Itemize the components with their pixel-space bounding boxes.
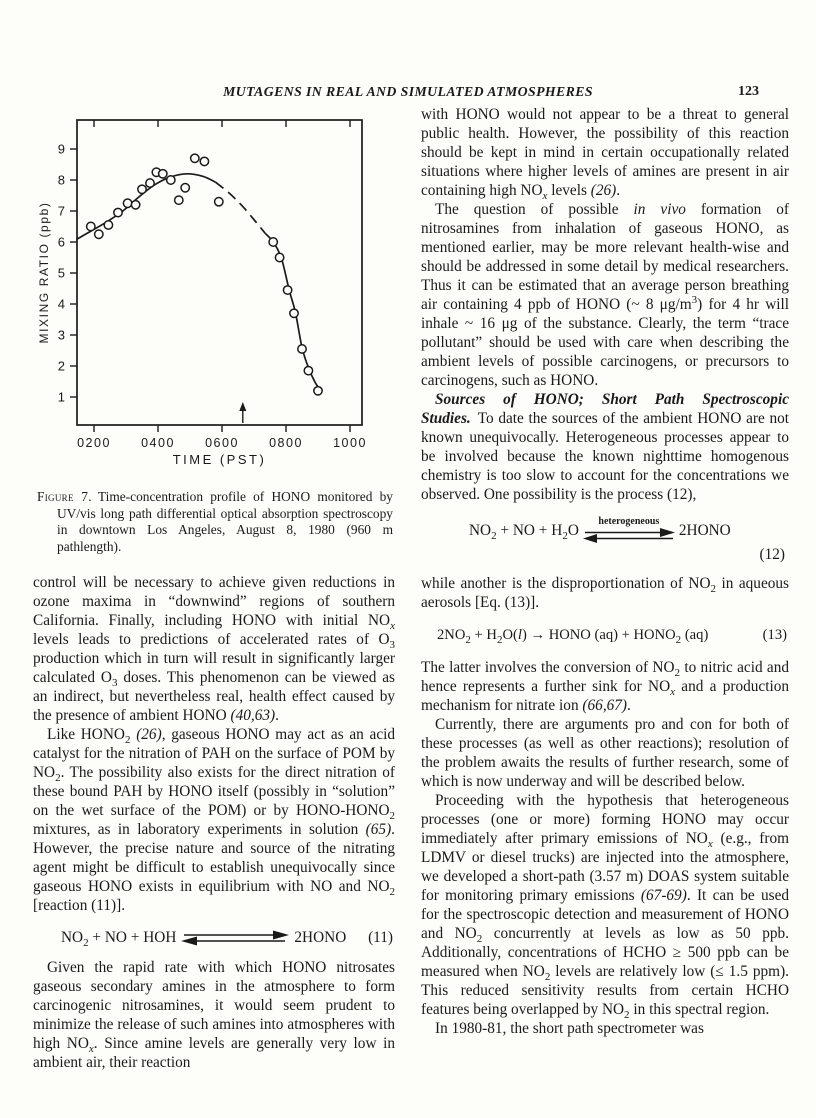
equation-12 (421, 517, 789, 543)
equation-11-lhs: $NO_2$ + NO + HOH (61, 929, 177, 950)
y-tick-label: 7 (57, 203, 65, 219)
running-head: MUTAGENS IN REAL AND SIMULATED ATMOSPHERES (223, 84, 593, 99)
data-point (215, 198, 223, 206)
equation-11-number: (11) (368, 929, 393, 947)
x-tick-label: 0400 (141, 436, 175, 450)
data-point (298, 345, 306, 353)
paragraph-doas-system: Proceeding with the hypothesis that heterogeneous processes (one or more) forming HONO may occur immediately after primary emissions of $NO_x$ (e.g., from LDMV or diesel trucks) are injected into the atmosphere, we developed a short-path (3.57 m) DOAS system suitable for monitoring primary emissions (67-69). It can be used for the spectroscopic detection and measurement of HONO and $NO_2$ concurrently at levels as low as 50 ppb. Additionally, concentrations of HCHO ≥ 500 ppb can be measured when $NO_2$ levels are relatively low (≤ 1.5 ppm). This reduced sensitivity results from certain HCHO features being overlapped by $NO_2$ in this spectral region. (421, 792, 790, 1022)
data-point (314, 387, 322, 395)
data-point (131, 201, 139, 209)
data-point (114, 208, 122, 216)
x-tick-label: 0200 (77, 436, 111, 450)
y-tick-label: 9 (57, 141, 65, 157)
equation-12-arrow-label: heterogeneous (598, 516, 660, 527)
data-point (269, 238, 277, 246)
plot-frame (77, 120, 362, 425)
equation-11 (33, 928, 395, 950)
data-point (95, 230, 103, 238)
data-point (191, 154, 199, 162)
equation-12-arrow (583, 517, 675, 543)
x-axis-label: TIME (PST) (172, 452, 267, 467)
figure-caption-text: Time-concentration profile of HONO monitored by UV/vis long path differential optical absorption spectroscopy in downtown Los Angeles, August 8, 1980 (960 m pathlength). (57, 489, 393, 554)
paragraph-sources-of-hono (421, 390, 789, 504)
data-point (275, 253, 283, 261)
time-marker-arrowhead (239, 402, 246, 411)
left-column (33, 112, 395, 1072)
fit-curve-dashed (216, 182, 266, 233)
page-number: 123 (738, 84, 759, 99)
paragraph-acid-catalyst: Like $HONO_2$ (26), gaseous HONO may act as an acid catalyst for the nitration of PAH on the surface of POM by $NO_2$. The possibility also exists for the direct nitration of these bound PAH by HONO itself (possibly in “solution” on the wet surface of the POM) or by HONO-$HONO_2$ mixtures, as in laboratory experiments in solution (65). However, the precise nature and source of the nitrating agent might be difficult to establish unequivocally since gaseous HONO exists in equilibrium with NO and $NO_2$ [reaction (11)]. (33, 726, 396, 915)
paragraph-ozone-control: control will be necessary to achieve given reductions in ozone maxima in “downwind” regions of southern California. Finally, including HONO with initial $NO_x$ levels leads to predictions of accelerated rates of $O_3$ production which in turn will result in significantly larger calculated $O_3$ doses. This phenomenon can be viewed as an indirect, but nevertheless real, health effect caused by the presence of ambient HONO (40,63). (33, 574, 395, 725)
data-point (138, 185, 146, 193)
data-point (200, 157, 208, 165)
y-tick-label: 2 (57, 358, 65, 374)
paragraph-public-health: with HONO would not appear to be a threat to general public health. However, the possibility of this reaction should be kept in mind in certain occupationally related situations where higher levels of amines are present in air containing high $NO_x$ levels (26). (421, 106, 789, 203)
equation-11-rhs: 2HONO (294, 929, 347, 947)
data-point (175, 196, 183, 204)
data-point (181, 184, 189, 192)
y-tick-label: 5 (57, 265, 65, 281)
data-point (159, 170, 167, 178)
equation-13 (421, 626, 789, 645)
hono-time-profile-plot (37, 112, 377, 470)
equation-13-body: $2NO_2 + H_2O(l)$ → HONO $(aq) + HONO_2$ (aq) (437, 627, 709, 646)
y-tick-label: 3 (57, 327, 65, 343)
section-heading-sources-of-hono: Sources of HONO; Short Path Spectroscopic Studies. (421, 391, 789, 427)
data-point (104, 221, 112, 229)
paragraph-disproportionation: while another is the disproportionation of $NO_2$ in aqueous aerosols [Eq. (13)]. (421, 575, 789, 611)
figure-7-chart (37, 112, 395, 475)
equation-12-rhs: 2HONO (678, 521, 731, 539)
equation-12-lhs: $NO_2$ + NO + $H_2O$ (469, 521, 579, 542)
equation-12-number: (12) (759, 546, 785, 563)
y-tick-label: 8 (57, 172, 65, 188)
figure-7-caption (37, 489, 393, 555)
paragraph-in-vivo: The question of possible in vivo formation of nitrosamines from inhalation of gaseous HONO, as mentioned earlier, may be more relevant health-wise and should be addressed in some detail by medical researchers. Thus it can be estimated that an average person breathing air containing 4 ppb of HONO (~ 8 $\mu g/m^3$) for 4 hr will inhale ~ 16 μg of the substance. Clearly, the term “trace pollutant” should be used with care when describing the ambient levels of possible carcinogens, or precursors to carcinogens, such as HONO. (421, 201, 789, 389)
data-point (123, 199, 131, 207)
paragraph-nitric-acid-sink: The latter involves the conversion of $NO_2$ to nitric acid and hence represents a further sink for $NO_x$ and a production mechanism for nitrate ion (66,67). (421, 659, 789, 714)
x-tick-label: 1000 (333, 436, 367, 450)
right-column (421, 105, 789, 1038)
data-point (283, 286, 291, 294)
equation-13-number: (13) (762, 627, 787, 643)
paragraph-nitrosamines: Given the rapid rate with which HONO nitrosates gaseous secondary amines in the atmosphere to form carcinogenic nitrosamines, it would seem prudent to minimize the release of such amines into atmospheres with high $NO_x$. Since amine levels are generally very low in ambient air, their reaction (33, 959, 395, 1072)
x-tick-label: 0800 (269, 436, 303, 450)
paragraph-arguments-pro-con: Currently, there are arguments pro and con for both of these processes (as well as other reactions); resolution of the problem awaits the results of further research, some of which is now underway and will be described below. (421, 716, 789, 790)
figure-caption-label: Figure 7. (37, 489, 92, 504)
data-point (167, 176, 175, 184)
paragraph-sources-text: To date the sources of the ambient HONO are not known unequivocally. Heterogeneous processes appear to be involved because the known nighttime homogenous chemistry is too slow to account for the concentrations we observed. One possibility is the process (12), (421, 410, 789, 503)
y-tick-label: 6 (57, 234, 65, 250)
data-point (87, 222, 95, 230)
y-tick-label: 1 (57, 389, 65, 405)
data-point (304, 366, 312, 374)
y-axis-label: MIXING RATIO (ppb) (37, 201, 51, 344)
y-tick-label: 4 (57, 296, 65, 312)
paragraph-1980-81: In 1980-81, the short path spectrometer was (435, 1020, 704, 1037)
data-point (290, 309, 298, 317)
equilibrium-arrow-icon (583, 528, 675, 543)
data-point (146, 179, 154, 187)
x-tick-label: 0600 (205, 436, 239, 450)
equilibrium-arrow-icon (181, 930, 289, 946)
